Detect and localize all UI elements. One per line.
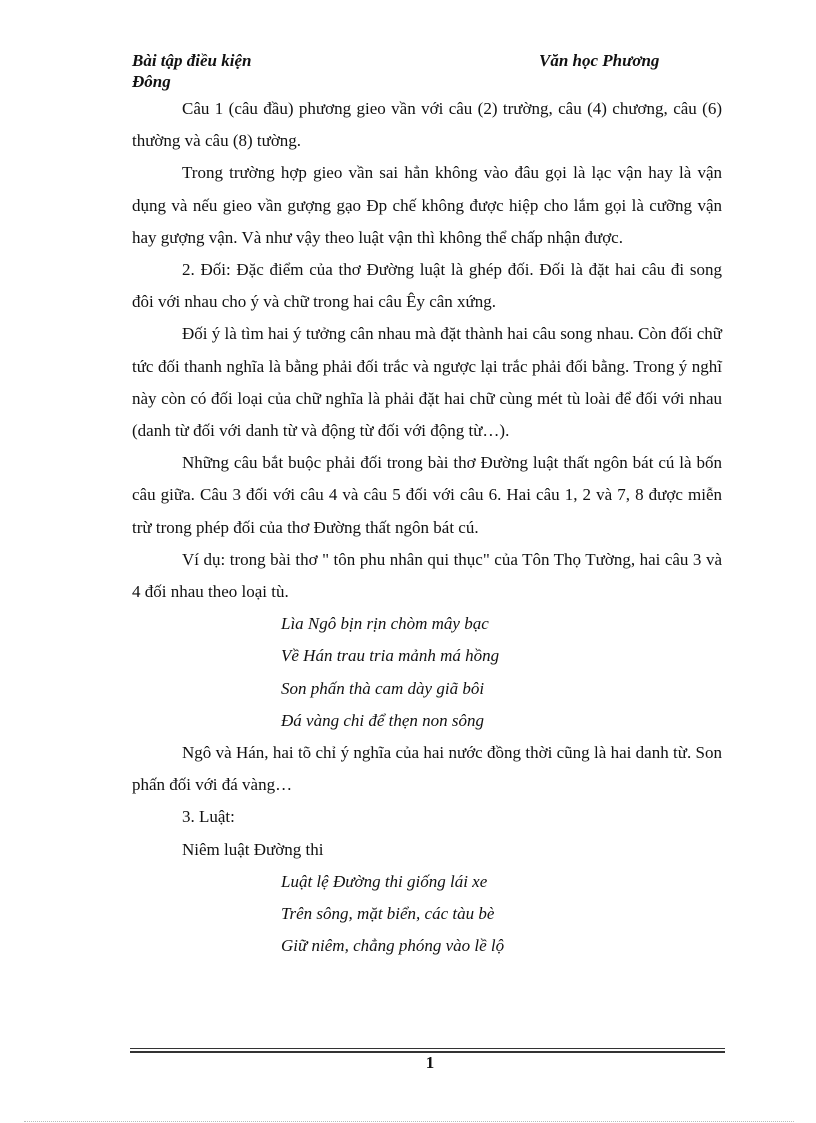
verse-line: Trên sông, mặt biển, các tàu bè [281, 904, 495, 924]
paragraph: Những câu bắt buộc phải đối trong bài thơ Đường luật thất ngôn bát cú là bốn câu giữa. Câu 3 đối với câu 4 và câu 5 đối với câu 6. Hai câu 1, 2 và 7, 8 được miễn trừ trong phép đối của thơ Đường thất ngôn bát cú. [132, 453, 722, 537]
page-number: 1 [425, 1053, 435, 1072]
subheading: Niêm luật Đường thi [182, 839, 324, 859]
section-heading: 3. Luật: [182, 807, 235, 827]
paragraph: 2. Đối: Đặc điểm của thơ Đường luật là ghép đối. Đối là đặt hai câu đi song đôi với nhau cho ý và chữ trong hai câu Êy cân xứng. [132, 260, 722, 312]
verse-line: Luật lệ Đường thi giống lái xe [281, 871, 488, 891]
verse-block-1 [132, 608, 722, 737]
paragraph: Ngô và Hán, hai tõ chỉ ý nghĩa của hai nước đồng thời cũng là hai danh từ. Son phấn đối với đá vàng… [132, 743, 722, 795]
document-body [132, 93, 722, 962]
verse-line: Son phấn thà cam dày giã bôi [281, 678, 485, 698]
paragraph: Câu 1 (câu đầu) phương gieo vần với câu (2) trường, câu (4) chương, câu (6) thường và câu (8) tường. [132, 99, 722, 151]
verse-line: Lìa Ngô bịn rịn chòm mây bạc [281, 614, 489, 634]
header-left-title: Bài tập điều kiện Đông [132, 51, 252, 91]
paragraph: Đối ý là tìm hai ý tưởng cân nhau mà đặt thành hai câu song nhau. Còn đối chữ tức đối thanh nghĩa là bằng phải đối trắc và ngược lại trắc phải đối bằng. Trong ý nghĩ này còn có đối loại của chữ nghĩa là phải đặt hai chữ cùng mét tù loài để đối với nhau (danh từ đối với danh từ và động từ đối với động từ…). [132, 324, 722, 441]
page-header [132, 50, 724, 94]
page-bottom-border [24, 1121, 794, 1122]
verse-line: Giữ niêm, chẳng phóng vào lề lộ [281, 936, 505, 956]
paragraph: Ví dụ: trong bài thơ " tôn phu nhân qui thục" của Tôn Thọ Tường, hai câu 3 và 4 đối nhau theo loại tù. [132, 549, 722, 602]
verse-block-2 [132, 866, 722, 963]
verse-line: Đá vàng chi để thẹn non sông [281, 710, 485, 730]
header-right-title: Văn học Phương [539, 51, 660, 70]
paragraph: Trong trường hợp gieo vần sai hẳn không vào đâu gọi là lạc vận hay là vận dụng và nếu gieo vần gượng gạo Đp chế không được hiệp cho lắm gọi là cưỡng vận hay gượng vận. Và như vậy theo luật vận thì không thể chấp nhận được. [132, 163, 722, 247]
verse-line: Về Hán trau tria mảnh má hồng [281, 646, 500, 666]
